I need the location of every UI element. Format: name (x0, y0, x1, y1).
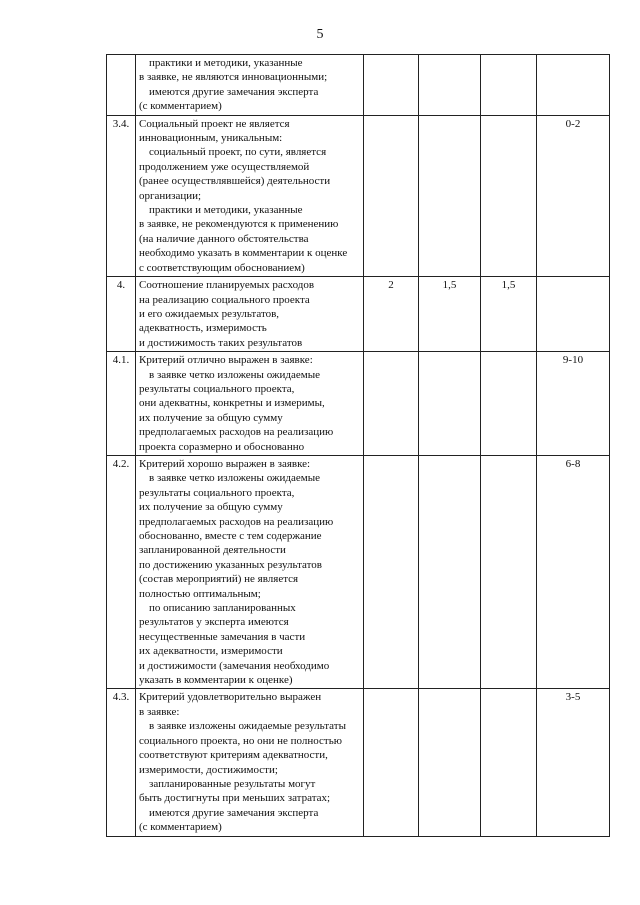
description-line: результатов у эксперта имеются (139, 616, 289, 629)
weight-cell (481, 455, 537, 689)
description-line: указать в комментарии к оценке) (139, 674, 293, 687)
weight-cell: 1,5 (419, 277, 481, 352)
criteria-table (106, 54, 610, 837)
description-line: в заявке четко изложены ожидаемые (149, 472, 321, 485)
description-line: практики и методики, указанные (149, 204, 303, 217)
description-line: Критерий хорошо выражен в заявке: (139, 457, 311, 470)
description-line: предполагаемых расходов на реализацию (139, 426, 334, 439)
weight-cell (481, 689, 537, 836)
description-line: (с комментарием) (139, 100, 222, 113)
description-line: продолжением уже осуществляемой (139, 160, 310, 173)
description-line: результаты социального проекта, (139, 486, 295, 499)
description-line: и достижимости (замечания необходимо (139, 659, 330, 672)
table-row (107, 115, 610, 276)
description-line: социального проекта, но они не полностью (139, 734, 342, 747)
weight-cell (364, 115, 419, 276)
criterion-number: 4.3. (107, 689, 136, 836)
weight-cell (364, 352, 419, 456)
description-line: в заявке: (139, 705, 180, 718)
description-line: в заявке изложены ожидаемые результаты (149, 720, 346, 733)
weight-cell: 1,5 (481, 277, 537, 352)
description-line: (на наличие данного обстоятельства (139, 232, 309, 245)
description-line: (с комментарием) (139, 821, 222, 834)
description-line: и достижимость таких результатов (139, 336, 303, 349)
page-number: 5 (316, 27, 324, 42)
description-line: имеются другие замечания эксперта (149, 806, 319, 819)
description-line: с соответствующим обоснованием) (139, 261, 305, 274)
description-line: соответствуют критериям адекватности, (139, 749, 328, 762)
weight-cell (364, 55, 419, 116)
criterion-description (136, 455, 364, 689)
description-line: имеются другие замечания эксперта (149, 85, 319, 98)
weight-cell (364, 455, 419, 689)
description-line: по описанию запланированных (149, 602, 296, 615)
description-line: они адекватны, конкретны и измеримы, (139, 397, 325, 410)
weight-cell (419, 55, 481, 116)
table-row (107, 689, 610, 836)
weight-cell (419, 455, 481, 689)
score-range-cell: 0-2 (537, 115, 610, 276)
description-line: необходимо указать в комментарии к оценке (139, 247, 348, 260)
description-line: (состав мероприятий) не является (139, 573, 299, 586)
description-line: их адекватности, измеримости (139, 645, 283, 658)
description-line: в заявке, не рекомендуются к применению (139, 218, 339, 231)
weight-cell (481, 352, 537, 456)
description-line: по достижению указанных результатов (139, 558, 322, 571)
criterion-number (107, 55, 136, 116)
score-range-cell: 3-5 (537, 689, 610, 836)
weight-cell (481, 115, 537, 276)
description-line: их получение за общую сумму (139, 411, 283, 424)
description-line: и его ожидаемых результатов, (139, 307, 280, 320)
description-line: практики и методики, указанные (149, 57, 303, 69)
weight-cell (364, 689, 419, 836)
criterion-description (136, 55, 364, 116)
weight-cell (419, 352, 481, 456)
weight-cell (419, 115, 481, 276)
criterion-number: 3.4. (107, 115, 136, 276)
weight-cell: 2 (364, 277, 419, 352)
description-line: адекватность, измеримость (139, 322, 267, 335)
description-line: социальный проект, по сути, является (149, 146, 327, 159)
criterion-description (136, 689, 364, 836)
description-line: запланированные результаты могут (149, 777, 316, 790)
description-line: Критерий удовлетворительно выражен (139, 691, 322, 704)
description-line: Критерий отлично выражен в заявке: (139, 354, 313, 367)
score-range-cell (537, 277, 610, 352)
criteria-table-body (107, 55, 610, 837)
description-line: полностью оптимальным; (139, 587, 261, 600)
score-range-cell: 9-10 (537, 352, 610, 456)
description-line: организации; (139, 189, 202, 202)
criterion-number: 4.1. (107, 352, 136, 456)
score-range-cell (537, 55, 610, 116)
description-line: их получение за общую сумму (139, 501, 283, 514)
table-row (107, 352, 610, 456)
description-line: несущественные замечания в части (139, 630, 306, 643)
description-line: инновационным, уникальным: (139, 132, 283, 145)
score-range-cell: 6-8 (537, 455, 610, 689)
criterion-number: 4.2. (107, 455, 136, 689)
criterion-description (136, 352, 364, 456)
criterion-number: 4. (107, 277, 136, 352)
description-line: запланированной деятельности (139, 544, 286, 557)
table-row (107, 277, 610, 352)
description-line: результаты социального проекта, (139, 382, 295, 395)
description-line: Социальный проект не является (139, 117, 290, 130)
description-line: Соотношение планируемых расходов (139, 279, 315, 292)
description-line: предполагаемых расходов на реализацию (139, 515, 334, 528)
description-line: обоснованно, вместе с тем содержание (139, 530, 322, 542)
table-row (107, 455, 610, 689)
criterion-description (136, 115, 364, 276)
description-line: на реализацию социального проекта (139, 293, 310, 306)
description-line: быть достигнуты при меньших затратах; (139, 792, 331, 805)
description-line: измеримости, достижимости; (139, 763, 278, 776)
description-line: (ранее осуществлявшейся) деятельности (139, 175, 331, 188)
description-line: в заявке, не являются инновационными; (139, 71, 328, 84)
table-row (107, 55, 610, 116)
weight-cell (419, 689, 481, 836)
description-line: проекта соразмерно и обоснованно (139, 440, 305, 453)
weight-cell (481, 55, 537, 116)
description-line: в заявке четко изложены ожидаемые (149, 368, 321, 381)
criterion-description (136, 277, 364, 352)
